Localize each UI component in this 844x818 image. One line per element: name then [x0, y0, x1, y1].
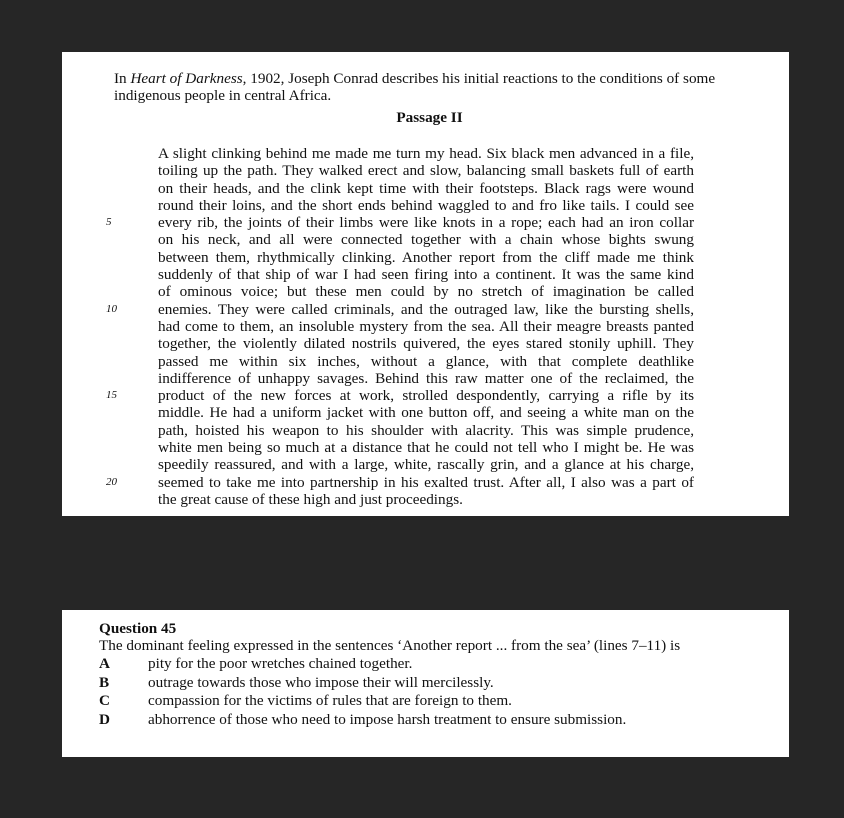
- line-number: 15: [106, 389, 117, 402]
- intro-prefix: In: [114, 70, 131, 87]
- intro-suffix: , 1902, Joseph Conrad describes his initial reactions to the conditions of some indigenous people in central Africa.: [114, 70, 716, 104]
- question-panel: [62, 610, 789, 757]
- passage-line: suddenly of that ship of war I had seen firing into a continent. It was the same kind: [158, 266, 694, 284]
- option-text: outrage towards those who impose their will mercilessly.: [148, 673, 494, 691]
- passage-line: round their loins, and the short ends behind waggled to and fro like tails. I could see: [158, 196, 694, 214]
- passage-panel: [62, 52, 789, 516]
- passage-text: [158, 145, 694, 508]
- option-letter: D: [99, 710, 110, 728]
- line-number: 10: [106, 302, 117, 315]
- passage-intro: [114, 70, 754, 104]
- passage-line: white men being so much at a distance that he could not tell who I might be. He was: [158, 439, 694, 457]
- passage-line: every rib, the joints of their limbs were like knots in a rope; each had an iron collar: [158, 214, 694, 232]
- passage-line: on their heads, and the clink kept time with their footsteps. Black rags were wound: [158, 179, 694, 197]
- passage-line: enemies. They were called criminals, and the outraged law, like the bursting shells,: [158, 300, 694, 318]
- passage-line: between them, rhythmically clinking. Another report from the cliff made me think: [158, 248, 694, 266]
- passage-line: toiling up the path. They walked erect and slow, balancing small baskets full of earth: [158, 162, 694, 180]
- answer-option-c: [99, 692, 759, 711]
- passage-line: the great cause of these high and just proceedings.: [158, 490, 463, 508]
- question-title: Question 45: [99, 620, 177, 637]
- option-letter: B: [99, 673, 110, 691]
- passage-line: product of the new forces at work, strolled despondently, carrying a rifle by its: [158, 387, 694, 405]
- option-text: compassion for the victims of rules that are foreign to them.: [148, 692, 512, 709]
- passage-line: path, hoisted his weapon to his shoulder with alacrity. This was simple prudence,: [158, 421, 694, 439]
- passage-line: together, the violently dilated nostrils quivered, the eyes stared stonily uphill. They: [158, 335, 694, 353]
- answer-options: [99, 655, 759, 729]
- answer-option-b: [99, 674, 759, 693]
- passage-line: speedily reassured, and with a large, white, rascally grin, and a glance at his charge,: [158, 456, 694, 474]
- answer-option-d: [99, 711, 759, 730]
- line-number: 20: [106, 475, 117, 488]
- book-title: Heart of Darkness: [130, 70, 243, 87]
- option-text: abhorrence of those who need to impose harsh treatment to ensure submission.: [148, 710, 627, 728]
- passage-line: A slight clinking behind me made me turn my head. Six black men advanced in a file,: [158, 145, 694, 162]
- passage-line: middle. He had a uniform jacket with one button off, and seeing a white man on the: [158, 404, 694, 422]
- passage-heading: Passage II: [396, 109, 463, 126]
- answer-option-a: [99, 655, 759, 674]
- option-letter: A: [99, 655, 110, 672]
- line-number: 5: [106, 216, 112, 229]
- passage-line: on his neck, and all were connected together with a chain whose bights swung: [158, 231, 694, 249]
- option-text: pity for the poor wretches chained together.: [148, 655, 413, 672]
- passage-line: of ominous voice; but these men could by no stretch of imagination be called: [158, 283, 694, 301]
- passage-line: seemed to take me into partnership in his exalted trust. After all, I also was a part of: [158, 473, 694, 491]
- passage-line: indifference of unhappy savages. Behind this raw matter one of the reclaimed, the: [158, 369, 694, 387]
- option-letter: C: [99, 692, 110, 709]
- passage-line: passed me within six inches, without a glance, with that complete deathlike: [158, 352, 694, 370]
- passage-line: had come to them, an insoluble mystery from the sea. All their meagre breasts panted: [158, 317, 694, 335]
- question-stem: The dominant feeling expressed in the sentences ‘Another report ... from the sea’ (lines 7–11) is: [99, 637, 681, 654]
